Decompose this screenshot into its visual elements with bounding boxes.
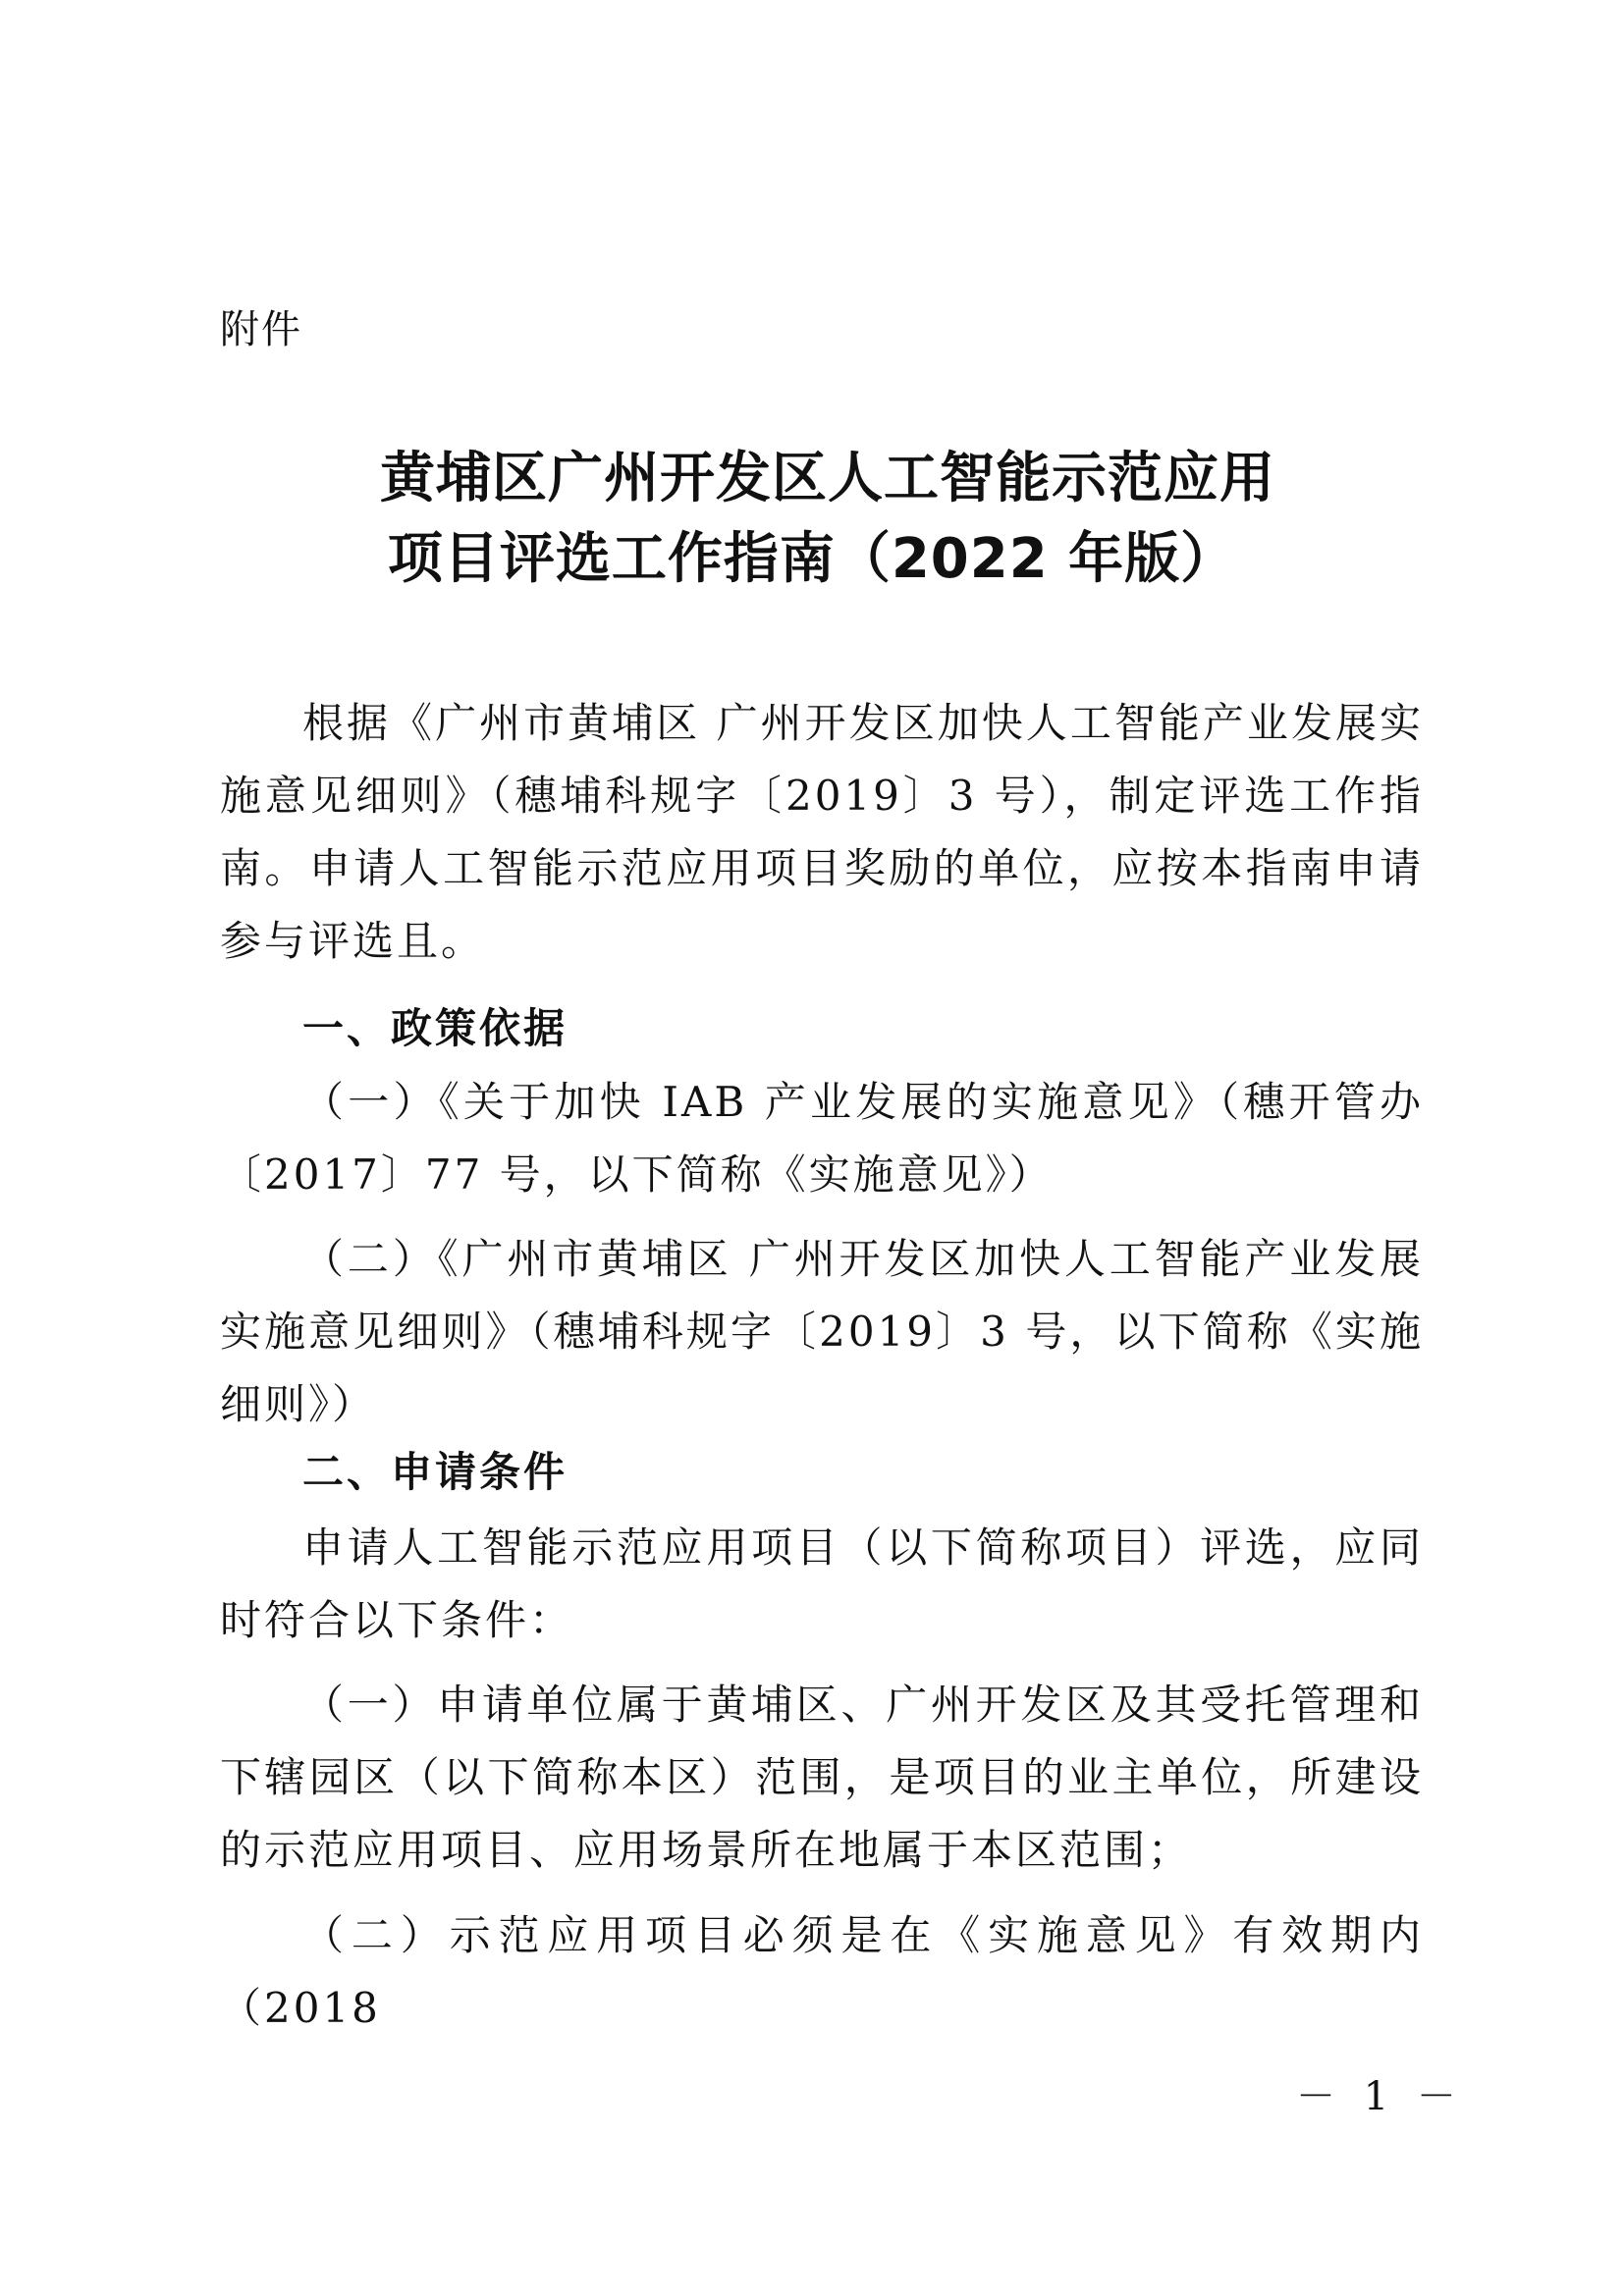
condition-item-1: （一）申请单位属于黄埔区、广州开发区及其受托管理和下辖园区（以下简称本区）范围，是项目的业主单位，所建设的示范应用项目、应用场景所在地属于本区范围； (220, 1681, 1424, 1874)
intro-paragraph: 根据《广州市黄埔区 广州开发区加快人工智能产业发展实施意见细则》（穗埔科规字〔2019〕3 号），制定评选工作指南。申请人工智能示范应用项目奖励的单位，应按本指南申请参与评选且。 (220, 699, 1424, 965)
document-title-line1: 黄埔区广州开发区人工智能示范应用 (380, 447, 1275, 510)
section-heading-conditions: 二、申请条件 (302, 1448, 568, 1496)
document-title-line2: 项目评选工作指南（2022 年版） (387, 527, 1237, 591)
policy-item-2: （二）《广州市黄埔区 广州开发区加快人工智能产业发展实施意见细则》（穗埔科规字〔2019〕3 号，以下简称《实施细则》） (220, 1235, 1424, 1428)
section-heading-policy-basis: 一、政策依据 (302, 1004, 568, 1052)
condition-item-2: （二）示范应用项目必须是在《实施意见》有效期内（2018 (220, 1911, 1424, 2032)
policy-item-1: （一）《关于加快 IAB 产业发展的实施意见》（穗开管办〔2017〕77 号，以下简称《实施意见》） (220, 1078, 1424, 1199)
page-number: － 1 － (1296, 2074, 1464, 2119)
conditions-intro-paragraph: 申请人工智能示范应用项目（以下简称项目）评选，应同时符合以下条件： (220, 1523, 1424, 1644)
attachment-label: 附件 (220, 307, 302, 352)
